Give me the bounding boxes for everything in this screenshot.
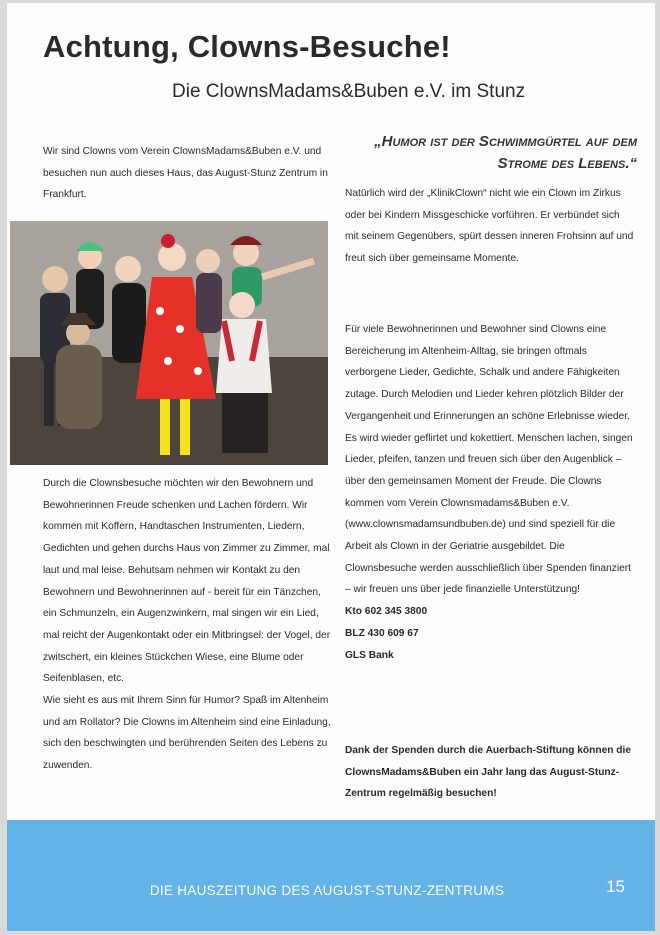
intro-paragraph: Wir sind Clowns vom Verein ClownsMadams&Buben e.V. und besuchen nun auch dieses Haus, das August-Stunz Zentrum in Frankfurt. — [43, 146, 328, 201]
intro-text-block — [43, 141, 328, 206]
humor-quote: „Humor ist der Schwimmgürtel auf dem Strome des Lebens.“ — [374, 133, 637, 172]
account-number: Kto 602 345 3800 — [345, 606, 428, 618]
klinikclown-paragraph: Natürlich wird der „KlinikClown“ nicht wie ein Clown im Zirkus oder bei Kindern Missgeschicke vorführen. Er verbündet sich mit seinem Gegenübers, spürt dessen inneren Frohsinn auf und freut sich über gemeinsame Momente. — [345, 188, 634, 265]
body-paragraph: Durch die Clownsbesuche möchten wir den Bewohnern und Bewohnerinnen Freude schenken und Lachen fördern. Wir kommen mit Koffern, Handtaschen Instrumenten, Liedern, Gedichten und gehen durchs Haus von Zimmer zu Zimmer, mal laut und mal leise. Behutsam nehmen wir Kontakt zu den Bewohnern und Bewohnerinnen auf - bereit für ein Tänzchen, ein Schmunzeln, ein Augenzwinkern, mal singen wir ein Lied, mal reicht der Augenkontakt oder ein Mitbringsel: der Vogel, der zwitschert, ein kleines Stückchen Wiese, eine Blume oder Seifenblasen, etc. — [43, 478, 331, 685]
bank-name: GLS Bank — [345, 649, 394, 661]
benefits-paragraph: Für viele Bewohnerinnen und Bewohner sind Clowns eine Bereicherung im Altenheim-Alltag, sie bringen oftmals verborgene Lieder, Gedichte, Schalk und andere Fähigkeiten zutage. Durch Melodien und Lieder kehren plötzlich Bilder der Vergangenheit und Erinnerungen an schöne Erlebnisse wieder. Es wird wieder geflirtet und kokettiert. Menschen lachen, singen Lieder, pfeifen, tanzen und freuen sich über den Augenblick – über den gemeinsamen Moment der Freude. Die Clowns kommen vom Verein Clownsmadams&Buben e.V. (www.clownsmadamsundbuben.de) und sind speziell für die Arbeit als Clown in der Geriatrie ausgebildet. Die Clownsbesuche werden ausschließlich über Spenden finanziert – wir freuen uns über jede finanzielle Unterstützung! — [345, 324, 633, 596]
publication-name: DIE HAUSZEITUNG DES AUGUST-STUNZ-ZENTRUMS — [149, 883, 505, 898]
clowns-photo-illustration — [10, 221, 328, 465]
clown-figure-6 — [196, 249, 222, 333]
clowns-group-photo — [10, 221, 328, 465]
humor-question-paragraph: Wie sieht es aus mit Ihrem Sinn für Humor? Spaß im Altenheim und am Rollator? Die Clowns im Altenheim sind eine Einladung, sich den beschwingten und berührenden Seiten des Lebens zu zuwenden. — [43, 695, 331, 772]
bank-code: BLZ 430 609 67 — [345, 627, 419, 639]
article-subtitle: Die ClownsMadams&Buben e.V. im Stunz — [172, 81, 526, 102]
benefits-text-block — [345, 319, 635, 666]
klinikclown-text-block — [345, 183, 635, 270]
thanks-paragraph: Dank der Spenden durch die Auerbach-Stiftung können die ClownsMadams&Buben ein Jahr lang das August-Stunz-Zentrum regelmäßig besuchen! — [345, 745, 632, 800]
footer-band — [7, 820, 655, 931]
newsletter-page — [7, 3, 655, 931]
thanks-text-block — [345, 740, 635, 805]
page-number: 15 — [606, 877, 625, 896]
main-text-block — [43, 473, 333, 777]
article-title: Achtung, Clowns-Besuche! — [43, 29, 451, 64]
